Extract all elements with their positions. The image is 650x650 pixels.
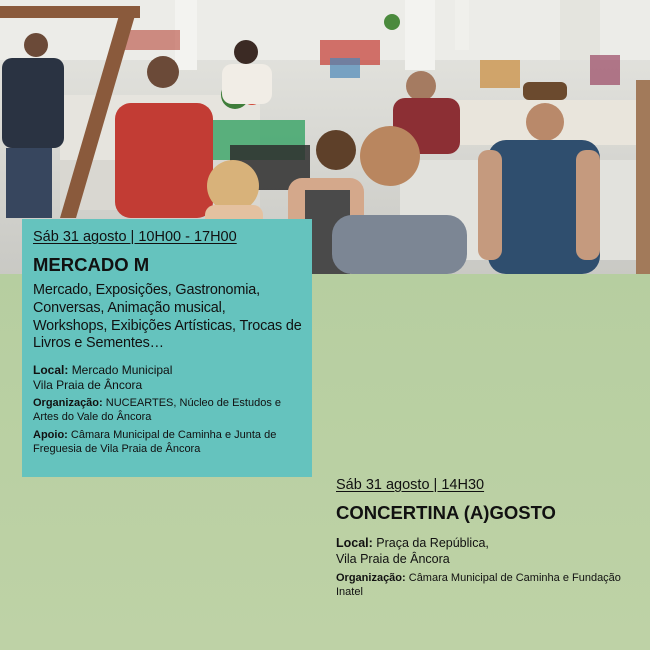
event-description: Mercado, Exposições, Gastronomia, Conversas, Animação musical, Workshops, Exibições Artísticas, Trocas de Livros e Sementes… xyxy=(33,282,302,352)
event-concertina xyxy=(336,476,636,599)
event-location xyxy=(33,363,302,392)
organization-label: Organização: xyxy=(33,397,103,410)
location-value-line2: Vila Praia de Âncora xyxy=(33,377,143,392)
event-date: Sáb 31 agosto | 10H00 - 17H00 xyxy=(33,229,237,245)
location-label: Local: xyxy=(33,363,69,378)
event-location xyxy=(336,536,636,567)
event-support xyxy=(33,429,302,456)
event-card-mercado xyxy=(22,219,312,477)
location-value: Mercado Municipal xyxy=(71,363,173,378)
location-label: Local: xyxy=(336,536,373,550)
event-title: CONCERTINA (A)GOSTO xyxy=(336,502,556,523)
location-value: Praça da República, xyxy=(376,536,489,550)
organization-label: Organização: xyxy=(336,572,406,584)
organization-value: Câmara Municipal de Caminha e Fundação Inatel xyxy=(336,572,621,598)
event-date: Sáb 31 agosto | 14H30 xyxy=(336,477,485,493)
event-organization xyxy=(336,572,636,599)
support-value: Câmara Municipal de Caminha e Junta de Freguesia de Vila Praia de Âncora xyxy=(33,429,277,455)
organization-value: NUCEARTES, Núcleo de Estudos e Artes do Vale do Âncora xyxy=(33,397,282,423)
support-label: Apoio: xyxy=(33,429,68,442)
event-organization xyxy=(33,397,302,424)
event-title: MERCADO M xyxy=(33,254,150,275)
location-value-line2: Vila Praia de Âncora xyxy=(336,551,450,566)
